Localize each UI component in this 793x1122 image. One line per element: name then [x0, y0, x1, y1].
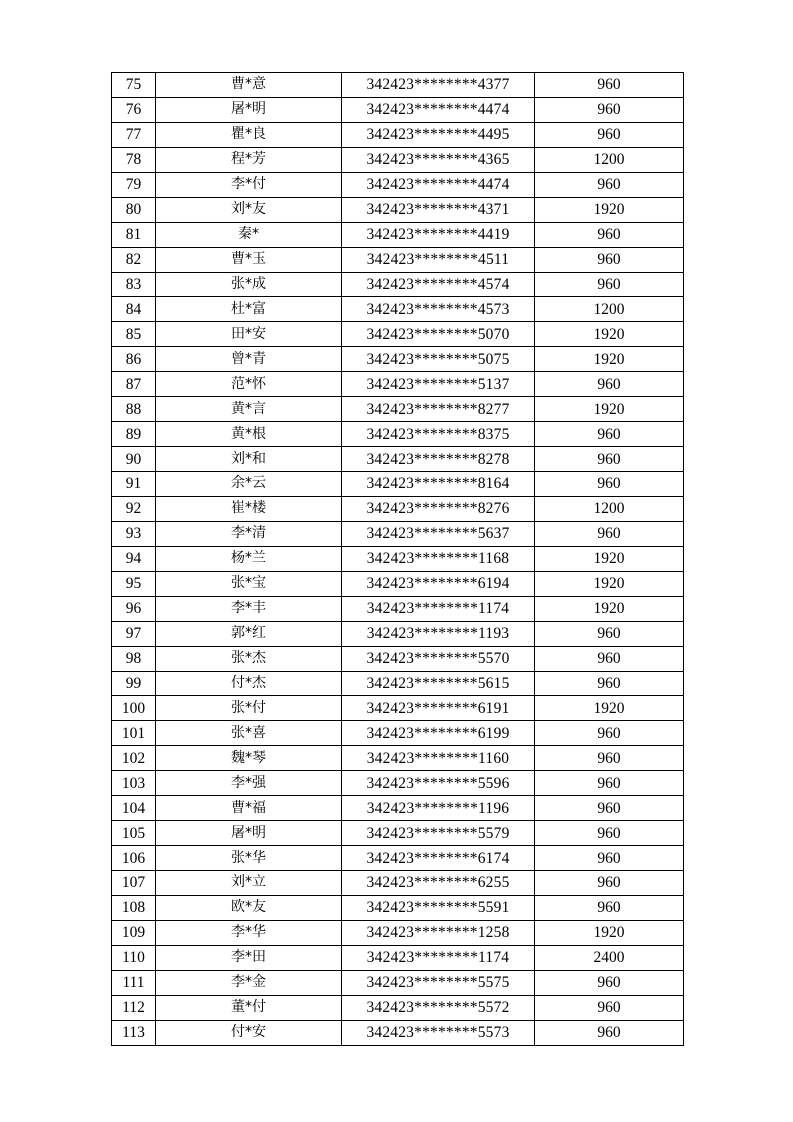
table-row — [112, 846, 684, 871]
table-row — [112, 322, 684, 347]
table-row — [112, 496, 684, 521]
amount-cell: 960 — [535, 721, 684, 746]
id-number-cell: 342423********5570 — [342, 646, 535, 671]
id-number-cell: 342423********6255 — [342, 871, 535, 896]
id-number-cell: 342423********1160 — [342, 746, 535, 771]
amount-cell: 960 — [535, 621, 684, 646]
name-cell: 刘*立 — [156, 871, 342, 896]
name-cell: 曹*福 — [156, 796, 342, 821]
row-number-cell: 87 — [112, 372, 156, 397]
id-number-cell: 342423********1168 — [342, 546, 535, 571]
table-row — [112, 671, 684, 696]
name-cell: 李*清 — [156, 521, 342, 546]
id-number-cell: 342423********4474 — [342, 172, 535, 197]
table-row — [112, 247, 684, 272]
id-number-cell: 342423********5591 — [342, 895, 535, 920]
amount-cell: 960 — [535, 1020, 684, 1045]
amount-cell: 1920 — [535, 546, 684, 571]
id-number-cell: 342423********5075 — [342, 347, 535, 372]
amount-cell: 960 — [535, 646, 684, 671]
row-number-cell: 75 — [112, 73, 156, 98]
id-number-cell: 342423********6194 — [342, 571, 535, 596]
table-row — [112, 447, 684, 472]
amount-cell: 960 — [535, 671, 684, 696]
amount-cell: 1920 — [535, 322, 684, 347]
amount-cell: 960 — [535, 422, 684, 447]
table-row — [112, 272, 684, 297]
row-number-cell: 93 — [112, 521, 156, 546]
table-row — [112, 871, 684, 896]
row-number-cell: 86 — [112, 347, 156, 372]
name-cell: 李*强 — [156, 771, 342, 796]
table-row — [112, 172, 684, 197]
table-row — [112, 347, 684, 372]
id-number-cell: 342423********5070 — [342, 322, 535, 347]
id-number-cell: 342423********5615 — [342, 671, 535, 696]
id-number-cell: 342423********1174 — [342, 945, 535, 970]
name-cell: 董*付 — [156, 995, 342, 1020]
subsidy-table — [111, 72, 684, 1046]
table-row — [112, 546, 684, 571]
amount-cell: 960 — [535, 746, 684, 771]
name-cell: 田*安 — [156, 322, 342, 347]
amount-cell: 960 — [535, 172, 684, 197]
name-cell: 曹*玉 — [156, 247, 342, 272]
row-number-cell: 102 — [112, 746, 156, 771]
row-number-cell: 77 — [112, 122, 156, 147]
row-number-cell: 108 — [112, 895, 156, 920]
table-row — [112, 596, 684, 621]
name-cell: 曾*青 — [156, 347, 342, 372]
row-number-cell: 111 — [112, 970, 156, 995]
table-row — [112, 147, 684, 172]
name-cell: 屠*明 — [156, 97, 342, 122]
id-number-cell: 342423********4419 — [342, 222, 535, 247]
name-cell: 范*怀 — [156, 372, 342, 397]
amount-cell: 1920 — [535, 571, 684, 596]
amount-cell: 960 — [535, 372, 684, 397]
table-row — [112, 122, 684, 147]
name-cell: 屠*明 — [156, 821, 342, 846]
row-number-cell: 99 — [112, 671, 156, 696]
table-row — [112, 970, 684, 995]
name-cell: 杜*富 — [156, 297, 342, 322]
amount-cell: 960 — [535, 447, 684, 472]
name-cell: 瞿*良 — [156, 122, 342, 147]
table-row — [112, 197, 684, 222]
amount-cell: 960 — [535, 895, 684, 920]
row-number-cell: 110 — [112, 945, 156, 970]
row-number-cell: 103 — [112, 771, 156, 796]
id-number-cell: 342423********1258 — [342, 920, 535, 945]
row-number-cell: 79 — [112, 172, 156, 197]
amount-cell: 960 — [535, 796, 684, 821]
id-number-cell: 342423********5579 — [342, 821, 535, 846]
name-cell: 李*付 — [156, 172, 342, 197]
name-cell: 欧*友 — [156, 895, 342, 920]
table-row — [112, 1020, 684, 1045]
row-number-cell: 95 — [112, 571, 156, 596]
id-number-cell: 342423********6199 — [342, 721, 535, 746]
name-cell: 张*杰 — [156, 646, 342, 671]
table-row — [112, 422, 684, 447]
name-cell: 张*付 — [156, 696, 342, 721]
name-cell: 李*金 — [156, 970, 342, 995]
name-cell: 黄*言 — [156, 397, 342, 422]
id-number-cell: 342423********4365 — [342, 147, 535, 172]
name-cell: 魏*琴 — [156, 746, 342, 771]
amount-cell: 1920 — [535, 397, 684, 422]
table-row — [112, 721, 684, 746]
row-number-cell: 96 — [112, 596, 156, 621]
id-number-cell: 342423********1174 — [342, 596, 535, 621]
id-number-cell: 342423********5575 — [342, 970, 535, 995]
id-number-cell: 342423********8375 — [342, 422, 535, 447]
amount-cell: 2400 — [535, 945, 684, 970]
amount-cell: 960 — [535, 821, 684, 846]
table-row — [112, 821, 684, 846]
name-cell: 李*田 — [156, 945, 342, 970]
name-cell: 付*杰 — [156, 671, 342, 696]
id-number-cell: 342423********6191 — [342, 696, 535, 721]
id-number-cell: 342423********8276 — [342, 496, 535, 521]
name-cell: 张*宝 — [156, 571, 342, 596]
row-number-cell: 89 — [112, 422, 156, 447]
row-number-cell: 94 — [112, 546, 156, 571]
row-number-cell: 109 — [112, 920, 156, 945]
table-row — [112, 945, 684, 970]
id-number-cell: 342423********5596 — [342, 771, 535, 796]
row-number-cell: 106 — [112, 846, 156, 871]
name-cell: 张*成 — [156, 272, 342, 297]
table-row — [112, 472, 684, 497]
row-number-cell: 81 — [112, 222, 156, 247]
id-number-cell: 342423********8278 — [342, 447, 535, 472]
table-row — [112, 297, 684, 322]
row-number-cell: 101 — [112, 721, 156, 746]
table-row — [112, 97, 684, 122]
row-number-cell: 91 — [112, 472, 156, 497]
id-number-cell: 342423********6174 — [342, 846, 535, 871]
amount-cell: 960 — [535, 97, 684, 122]
amount-cell: 1920 — [535, 920, 684, 945]
id-number-cell: 342423********8164 — [342, 472, 535, 497]
amount-cell: 960 — [535, 247, 684, 272]
name-cell: 黄*根 — [156, 422, 342, 447]
row-number-cell: 83 — [112, 272, 156, 297]
row-number-cell: 105 — [112, 821, 156, 846]
name-cell: 余*云 — [156, 472, 342, 497]
row-number-cell: 78 — [112, 147, 156, 172]
amount-cell: 960 — [535, 73, 684, 98]
name-cell: 付*安 — [156, 1020, 342, 1045]
id-number-cell: 342423********8277 — [342, 397, 535, 422]
row-number-cell: 113 — [112, 1020, 156, 1045]
row-number-cell: 76 — [112, 97, 156, 122]
id-number-cell: 342423********1196 — [342, 796, 535, 821]
table-row — [112, 920, 684, 945]
amount-cell: 1200 — [535, 147, 684, 172]
id-number-cell: 342423********4371 — [342, 197, 535, 222]
row-number-cell: 88 — [112, 397, 156, 422]
id-number-cell: 342423********1193 — [342, 621, 535, 646]
id-number-cell: 342423********4574 — [342, 272, 535, 297]
amount-cell: 1920 — [535, 596, 684, 621]
id-number-cell: 342423********5137 — [342, 372, 535, 397]
name-cell: 崔*楼 — [156, 496, 342, 521]
row-number-cell: 92 — [112, 496, 156, 521]
row-number-cell: 104 — [112, 796, 156, 821]
amount-cell: 1920 — [535, 696, 684, 721]
amount-cell: 960 — [535, 222, 684, 247]
row-number-cell: 100 — [112, 696, 156, 721]
amount-cell: 1920 — [535, 347, 684, 372]
table-row — [112, 521, 684, 546]
name-cell: 曹*意 — [156, 73, 342, 98]
id-number-cell: 342423********4495 — [342, 122, 535, 147]
amount-cell: 960 — [535, 272, 684, 297]
table-row — [112, 995, 684, 1020]
table-row — [112, 571, 684, 596]
row-number-cell: 98 — [112, 646, 156, 671]
amount-cell: 960 — [535, 846, 684, 871]
name-cell: 刘*友 — [156, 197, 342, 222]
name-cell: 刘*和 — [156, 447, 342, 472]
table-row — [112, 73, 684, 98]
name-cell: 张*华 — [156, 846, 342, 871]
amount-cell: 960 — [535, 871, 684, 896]
row-number-cell: 90 — [112, 447, 156, 472]
row-number-cell: 82 — [112, 247, 156, 272]
id-number-cell: 342423********4377 — [342, 73, 535, 98]
table-row — [112, 646, 684, 671]
amount-cell: 960 — [535, 521, 684, 546]
amount-cell: 960 — [535, 472, 684, 497]
id-number-cell: 342423********4573 — [342, 297, 535, 322]
table-row — [112, 397, 684, 422]
id-number-cell: 342423********5573 — [342, 1020, 535, 1045]
table-row — [112, 696, 684, 721]
name-cell: 李*丰 — [156, 596, 342, 621]
name-cell: 张*喜 — [156, 721, 342, 746]
id-number-cell: 342423********4511 — [342, 247, 535, 272]
row-number-cell: 107 — [112, 871, 156, 896]
row-number-cell: 85 — [112, 322, 156, 347]
name-cell: 李*华 — [156, 920, 342, 945]
table-row — [112, 621, 684, 646]
amount-cell: 960 — [535, 771, 684, 796]
amount-cell: 960 — [535, 970, 684, 995]
table-row — [112, 746, 684, 771]
name-cell: 郭*红 — [156, 621, 342, 646]
amount-cell: 960 — [535, 122, 684, 147]
table-row — [112, 771, 684, 796]
table-row — [112, 222, 684, 247]
row-number-cell: 97 — [112, 621, 156, 646]
amount-cell: 1200 — [535, 496, 684, 521]
table-body — [112, 73, 684, 1046]
name-cell: 程*芳 — [156, 147, 342, 172]
id-number-cell: 342423********4474 — [342, 97, 535, 122]
table-row — [112, 372, 684, 397]
table-row — [112, 895, 684, 920]
amount-cell: 960 — [535, 995, 684, 1020]
name-cell: 杨*兰 — [156, 546, 342, 571]
id-number-cell: 342423********5637 — [342, 521, 535, 546]
amount-cell: 1200 — [535, 297, 684, 322]
row-number-cell: 80 — [112, 197, 156, 222]
row-number-cell: 84 — [112, 297, 156, 322]
id-number-cell: 342423********5572 — [342, 995, 535, 1020]
name-cell: 秦* — [156, 222, 342, 247]
amount-cell: 1920 — [535, 197, 684, 222]
row-number-cell: 112 — [112, 995, 156, 1020]
table-row — [112, 796, 684, 821]
